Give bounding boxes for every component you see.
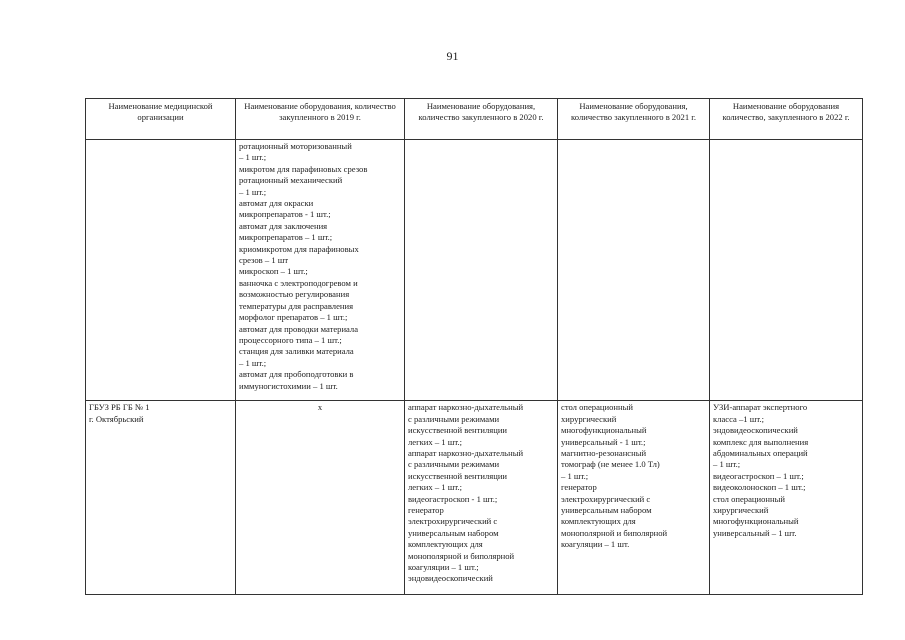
cell-line: универсальный – 1 шт.: [713, 527, 797, 538]
header-2021: Наименование оборудования, количество закупленного в 2021 г.: [558, 99, 710, 140]
cell-line: ротационный моторизованный: [239, 141, 352, 151]
cell-line: с различными режимами: [408, 413, 500, 424]
cell-line: комплекс для выполнения: [713, 436, 809, 447]
cell-2019: [236, 140, 405, 401]
cell-line: видеоколоноскоп – 1 шт.;: [713, 482, 806, 493]
cell-line: эндовидеоскопический: [713, 425, 798, 436]
cell-line: срезов – 1 шт: [239, 255, 289, 266]
cell-line: искусственной вентиляции: [408, 470, 508, 481]
cell-line: комплектующих для: [561, 516, 636, 527]
cell-line: г. Октябрьский: [89, 413, 144, 424]
cell-line: легких – 1 шт.;: [408, 436, 462, 447]
cell-2022: [710, 140, 863, 401]
table-row: [86, 401, 863, 595]
cell-line: УЗИ-аппарат экспертного: [713, 402, 808, 413]
cell-line: морфолог препаратов – 1 шт.;: [239, 312, 348, 323]
cell-line: генератор: [408, 504, 444, 515]
cell-line: эндовидеоскопический: [408, 573, 493, 584]
cell-line: монополярной и биполярной: [408, 550, 515, 561]
header-2019: Наименование оборудования, количество закупленного в 2019 г.: [236, 99, 405, 140]
cell-line: универсальный - 1 шт.;: [561, 436, 646, 447]
cell-line: – 1 шт.;: [239, 152, 267, 163]
cell-line: коагуляции – 1 шт.: [561, 539, 630, 550]
cell-line: электрохирургический с: [561, 493, 651, 504]
cell-line: автомат для пробоподготовки в: [239, 369, 354, 380]
header-row: [86, 99, 863, 140]
cell-line: аппарат наркозно-дыхательный: [408, 447, 524, 458]
cell-line: – 1 шт.;: [713, 459, 741, 470]
cell-2019: [236, 401, 405, 595]
cell-line: стол операционный: [713, 493, 785, 504]
cell-line: видеогастроскоп - 1 шт.;: [408, 493, 498, 504]
cell-line: стол операционный: [561, 402, 633, 413]
cell-line: ротационный механический: [239, 175, 343, 186]
cell-line: искусственной вентиляции: [408, 425, 508, 436]
header-organization: Наименование медицинской организации: [86, 99, 236, 140]
cell-line: комплектующих для: [408, 539, 483, 550]
cell-line: x: [317, 402, 323, 413]
cell-line: процессорного типа – 1 шт.;: [239, 334, 342, 345]
cell-line: микропрепаратов - 1 шт.;: [239, 209, 331, 220]
cell-line: видеогастроскоп – 1 шт.;: [713, 470, 804, 481]
cell-line: микропрепаратов – 1 шт.;: [239, 232, 333, 243]
cell-2021: [558, 401, 710, 595]
cell-line: монополярной и биполярной: [561, 527, 668, 538]
header-2020: Наименование оборудования, количество закупленного в 2020 г.: [405, 99, 558, 140]
cell-2021: [558, 140, 710, 401]
cell-line: – 1 шт.;: [561, 470, 589, 481]
cell-line: с различными режимами: [408, 459, 500, 470]
cell-line: хирургический: [713, 504, 769, 515]
cell-line: автомат для проводки материала: [239, 323, 359, 334]
page-number: 91: [446, 49, 459, 63]
cell-line: электрохирургический с: [408, 516, 498, 527]
cell-line: иммуногистохимии – 1 шт.: [239, 380, 338, 391]
cell-line: автомат для заключения: [239, 220, 328, 231]
cell-line: ванночка с электроподогревом и: [239, 277, 358, 288]
cell-line: аппарат наркозно-дыхательный: [408, 402, 524, 413]
cell-line: микроскоп – 1 шт.;: [239, 266, 308, 277]
cell-line: класса –1 шт.;: [713, 413, 764, 424]
cell-line: томограф (не менее 1.0 Тл): [561, 459, 660, 470]
table-row: [86, 140, 863, 401]
cell-line: многофункциональный: [561, 425, 647, 436]
cell-organization: [86, 401, 236, 595]
cell-line: станция для заливки материала: [239, 346, 354, 357]
cell-line: температуры для расправления: [239, 300, 354, 311]
cell-2020: [405, 140, 558, 401]
cell-line: – 1 шт.;: [239, 186, 267, 197]
cell-line: универсальным набором: [408, 527, 499, 538]
cell-line: криомикротом для парафиновых: [239, 243, 359, 254]
cell-2020: [405, 401, 558, 595]
cell-line: легких – 1 шт.;: [408, 482, 462, 493]
cell-line: возможностью регулирования: [239, 289, 350, 300]
cell-line: микротом для парафиновых срезов: [239, 163, 368, 174]
cell-line: абдоминальных операций: [713, 447, 808, 458]
cell-line: ГБУЗ РБ ГБ № 1: [89, 402, 150, 413]
cell-organization: [86, 140, 236, 401]
cell-line: хирургический: [561, 413, 617, 424]
cell-line: генератор: [561, 482, 597, 493]
equipment-table: [85, 98, 863, 595]
cell-line: коагуляции – 1 шт.;: [408, 562, 479, 572]
cell-line: универсальным набором: [561, 504, 652, 515]
cell-2022: [710, 401, 863, 595]
cell-line: – 1 шт.;: [239, 357, 267, 368]
header-2022: Наименование оборудования количество, закупленного в 2022 г.: [710, 99, 863, 140]
cell-line: многофункциональный: [713, 516, 799, 527]
cell-line: магнитно-резонансный: [561, 447, 647, 458]
cell-line: автомат для окраски: [239, 198, 314, 209]
